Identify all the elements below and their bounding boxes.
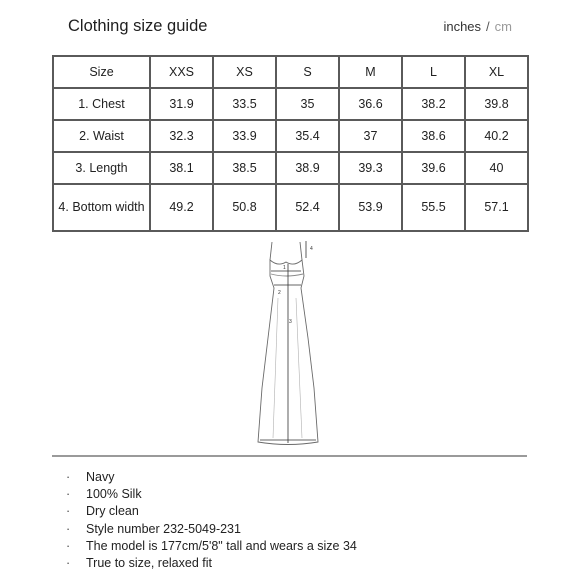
table-cell: 39.3	[339, 152, 402, 184]
table-row	[53, 120, 528, 152]
list-item	[66, 503, 357, 520]
table-cell: 52.4	[276, 184, 339, 231]
bullet: ·	[66, 470, 71, 484]
table-cell: 32.3	[150, 120, 213, 152]
section-divider	[52, 455, 527, 457]
column-header: S	[276, 56, 339, 88]
row-label: 4. Bottom width	[53, 184, 150, 231]
detail-text: The model is 177cm/5'8" tall and wears a size 34	[86, 538, 357, 553]
column-header: XXS	[150, 56, 213, 88]
table-row	[53, 88, 528, 120]
table-cell: 39.8	[465, 88, 528, 120]
table-cell: 33.9	[213, 120, 276, 152]
table-cell: 50.8	[213, 184, 276, 231]
product-details-list	[66, 469, 357, 572]
table-cell: 38.9	[276, 152, 339, 184]
unit-separator: /	[486, 19, 490, 34]
unit-toggle	[443, 19, 512, 34]
column-header: M	[339, 56, 402, 88]
marker-label: 3	[289, 319, 292, 325]
table-cell: 39.6	[402, 152, 465, 184]
right-strap	[300, 242, 302, 260]
table-cell: 33.5	[213, 88, 276, 120]
detail-text: Dry clean	[86, 504, 139, 519]
list-item	[66, 555, 357, 572]
size-guide-header	[68, 17, 512, 39]
unit-inches-option[interactable]: inches	[443, 19, 482, 34]
unit-cm-option[interactable]: cm	[494, 19, 512, 34]
table-cell: 37	[339, 120, 402, 152]
table-cell: 35	[276, 88, 339, 120]
table-cell: 49.2	[150, 184, 213, 231]
table-cell: 38.6	[402, 120, 465, 152]
bullet: ·	[66, 487, 71, 502]
column-header: L	[402, 56, 465, 88]
detail-text: Style number 232-5049-231	[86, 521, 241, 536]
list-item	[66, 486, 357, 503]
bullet: ·	[66, 538, 71, 553]
table-cell: 38.2	[402, 88, 465, 120]
table-cell: 35.4	[276, 120, 339, 152]
table-cell: 31.9	[150, 88, 213, 120]
table-cell: 57.1	[465, 184, 528, 231]
column-header: XL	[465, 56, 528, 88]
table-cell: 53.9	[339, 184, 402, 231]
bullet: ·	[66, 555, 71, 570]
table-cell: 38.1	[150, 152, 213, 184]
detail-text: True to size, relaxed fit	[86, 555, 212, 570]
page-title: Clothing size guide	[68, 17, 208, 35]
bullet: ·	[66, 504, 71, 519]
table-cell: 40.2	[465, 120, 528, 152]
table-row	[53, 184, 528, 231]
row-label: 3. Length	[53, 152, 150, 184]
marker-label: 1	[283, 265, 286, 271]
list-item	[66, 469, 357, 486]
table-cell: 55.5	[402, 184, 465, 231]
table-header-row	[53, 56, 528, 88]
dress-diagram	[248, 238, 328, 448]
list-item	[66, 538, 357, 555]
size-table	[52, 55, 529, 232]
detail-text: Navy	[86, 470, 115, 484]
table-row	[53, 152, 528, 184]
marker-label: 2	[278, 290, 281, 296]
list-item	[66, 521, 357, 538]
row-label: 2. Waist	[53, 120, 150, 152]
column-header: XS	[213, 56, 276, 88]
table-cell: 36.6	[339, 88, 402, 120]
column-header: Size	[53, 56, 150, 88]
left-strap	[270, 242, 272, 260]
table-cell: 38.5	[213, 152, 276, 184]
row-label: 1. Chest	[53, 88, 150, 120]
detail-text: 100% Silk	[86, 487, 142, 502]
bullet: ·	[66, 521, 71, 536]
table-cell: 40	[465, 152, 528, 184]
marker-label: 4	[310, 246, 313, 252]
